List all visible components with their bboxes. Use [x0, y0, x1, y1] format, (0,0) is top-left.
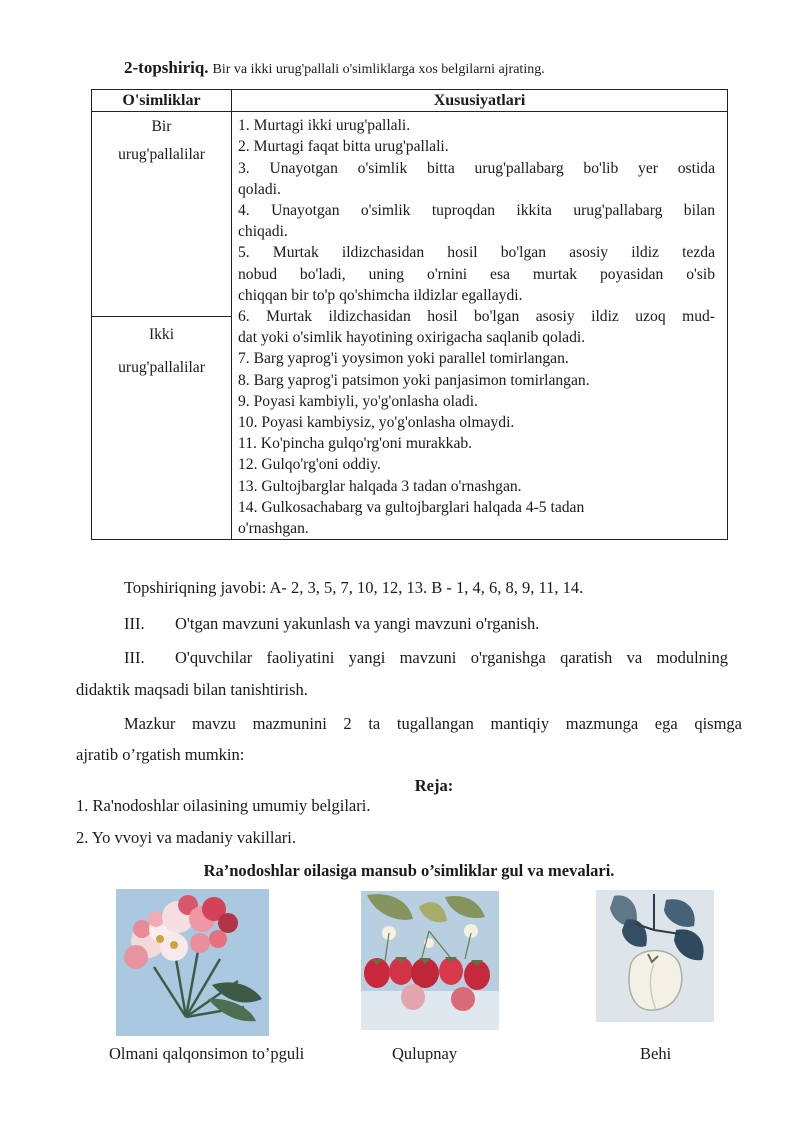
feature-line: 12. Gulqo'rg'oni oddiy.: [238, 456, 381, 474]
feature-line: 9. Poyasi kambiyli, yo'g'onlasha oladi.: [238, 392, 478, 410]
quince-image: [596, 890, 714, 1022]
features-table: [91, 89, 728, 540]
feature-line: 7. Barg yaprog'i yoysimon yoki parallel tomirlangan.: [238, 350, 569, 368]
feature-line: o'rnashgan.: [238, 520, 309, 538]
task-heading: [124, 58, 545, 78]
feature-line: chiqqan bir to'p qo'shimcha ildizlar egallaydi.: [238, 286, 523, 304]
step-text-continued: didaktik maqsadi bilan tanishtirish.: [76, 680, 308, 699]
task-instruction: Bir va ikki urug'pallali o'simliklarga xos belgilarni ajrating.: [212, 62, 545, 77]
step-number: III.: [124, 614, 145, 633]
plan-item: 1. Ra'nodoshlar oilasining umumiy belgilari.: [76, 796, 371, 815]
feature-line: 10. Poyasi kambiysiz, yo'g'onlasha olmaydi.: [238, 414, 515, 432]
caption-strawberry: Qulupnay: [392, 1044, 458, 1063]
feature-line: 11. Ko'pincha gulqo'rg'oni murakkab.: [238, 435, 473, 453]
feature-line: 14. Gulkosachabarg va gultojbarglari halqada 4-5 tadan: [238, 498, 585, 516]
feature-line: nobud bo'ladi, uning o'rnini esa murtak poyasidan o'sib: [238, 265, 715, 283]
caption-apple: Olmani qalqonsimon to’pguli: [109, 1044, 305, 1063]
header-features: Xususiyatlari: [232, 90, 728, 112]
feature-line: qoladi.: [238, 180, 281, 198]
feature-line: 2. Murtagi faqat bitta urug'pallali.: [238, 138, 449, 156]
monocots-label-line2: urug'pallalilar: [118, 146, 205, 164]
step-text: O'quvchilar faoliyatini yangi mavzuni o'rganishga qaratish va modulning: [175, 648, 728, 667]
feature-line: 6. Murtak ildizchasidan hosil bo'lgan asosiy ildiz uzoq mud-: [238, 308, 715, 326]
monocots-label-line1: Bir: [151, 118, 172, 136]
caption-quince: Behi: [640, 1044, 672, 1063]
table-header-row: [92, 90, 728, 112]
feature-line: dat yoki o'simlik hayotining oxirigacha saqlanib qoladi.: [238, 329, 586, 347]
task-title: 2-topshiriq.: [124, 58, 209, 77]
header-plants: O'simliklar: [92, 90, 232, 112]
feature-line: 5. Murtak ildizchasidan hosil bo'lgan asosiy ildiz tezda: [238, 244, 715, 262]
paragraph-line: ajratib o’rgatish mumkin:: [76, 745, 245, 764]
paragraph-line: Mazkur mavzu mazmunini 2 ta tugallangan mantiqiy mazmunga ega qismga: [124, 714, 742, 733]
feature-line: 13. Gultojbarglar halqada 3 tadan o'rnashgan.: [238, 477, 522, 495]
dicots-label-line2: urug'pallalilar: [118, 359, 205, 377]
table-row: [92, 112, 728, 317]
step-text: O'tgan mavzuni yakunlash va yangi mavzuni o'rganish.: [175, 614, 540, 633]
feature-line: 3. Unayotgan o'simlik bitta urug'pallabarg bo'lib yer ostida: [238, 159, 715, 177]
strawberry-image: [361, 891, 499, 1030]
step-number: III.: [124, 648, 145, 667]
answer-line: Topshiriqning javobi: A- 2, 3, 5, 7, 10, 12, 13. B - 1, 4, 6, 8, 9, 11, 14.: [124, 578, 584, 597]
monocots-cell: [92, 112, 232, 317]
feature-line: chiqadi.: [238, 223, 288, 241]
figure-title: Ra’nodoshlar oilasiga mansub o’simliklar gul va mevalari.: [203, 861, 615, 880]
dicots-cell: [92, 317, 232, 540]
feature-line: 1. Murtagi ikki urug'pallali.: [238, 117, 411, 135]
features-list: [232, 112, 728, 540]
plan-item: 2. Yo vvoyi va madaniy vakillari.: [76, 828, 296, 847]
dicots-label-line1: Ikki: [148, 326, 175, 344]
apple-flower-image: [116, 889, 269, 1036]
feature-line: 8. Barg yaprog'i patsimon yoki panjasimon tomirlangan.: [238, 371, 590, 389]
feature-line: 4. Unayotgan o'simlik tuproqdan ikkita urug'pallabarg bilan: [238, 202, 715, 220]
plan-title: Reja:: [414, 776, 454, 795]
